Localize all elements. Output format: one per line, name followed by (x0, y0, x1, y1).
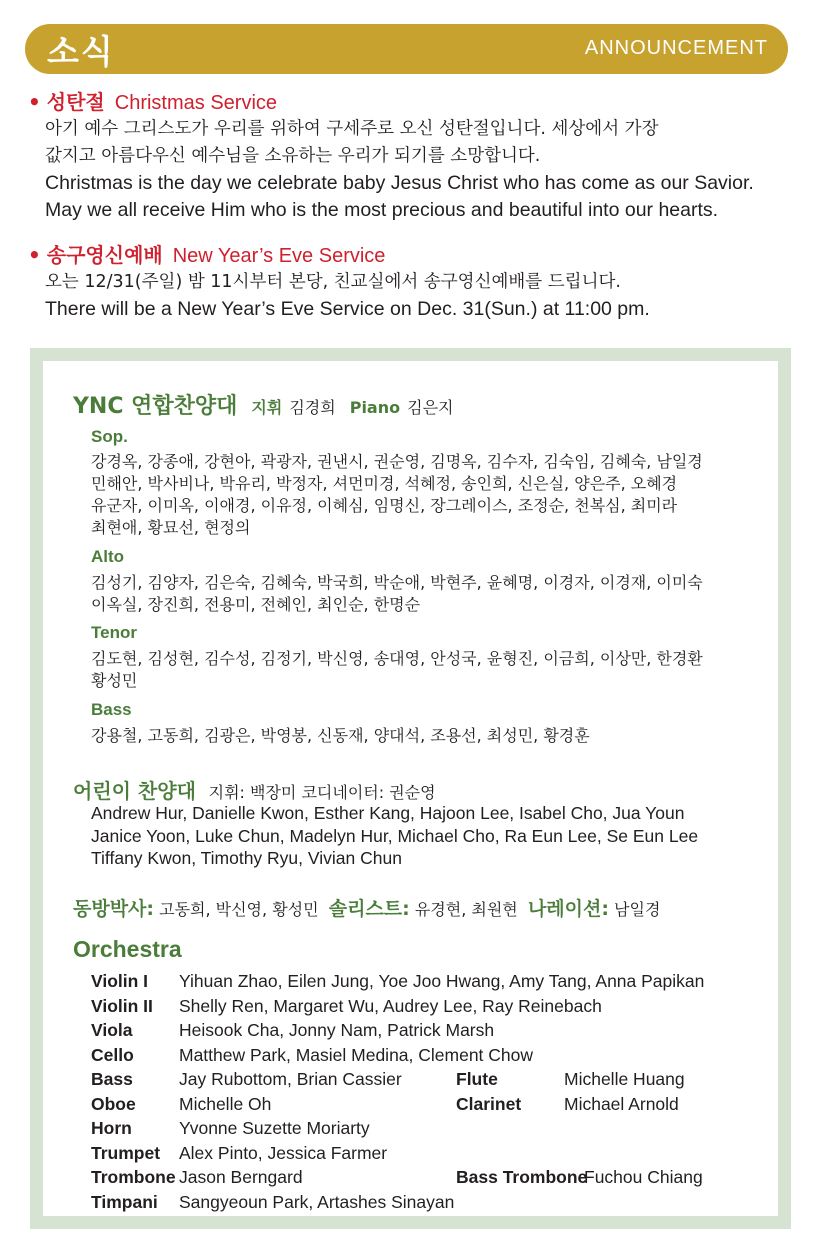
children-choir-names (91, 802, 698, 870)
instrument-label: Horn (91, 1118, 132, 1138)
instrument-players: Michael Arnold (564, 1093, 679, 1114)
instrument-label: Oboe (91, 1093, 136, 1114)
conductor-name: 김경희 (289, 398, 336, 417)
announcement-title-ko: 성탄절 (46, 90, 105, 114)
names-line: 강용철, 고동희, 김광은, 박영봉, 신동재, 양대석, 조용선, 최성민, 황경훈 (91, 726, 590, 745)
names-line: 김도현, 김성현, 김수성, 김정기, 박신영, 송대영, 안성국, 윤형진, 이금희, 이상만, 한경환 (91, 649, 703, 668)
header-title: 소식 (47, 32, 115, 71)
body-line: Christmas is the day we celebrate baby Jesus Christ who has come as our Savior. (45, 172, 754, 194)
announcement-body (45, 269, 798, 323)
narration-name: 남일경 (614, 900, 661, 919)
instrument-label: Bass (91, 1069, 133, 1089)
announcement-title-en: New Year’s Eve Service (172, 245, 386, 267)
children-choir-heading (73, 775, 436, 804)
instrument-players: Fuchou Chiang (584, 1167, 703, 1187)
announcement-title-en: Christmas Service (114, 92, 278, 114)
names-line: 김성기, 김양자, 김은숙, 김혜숙, 박국희, 박순애, 박현주, 윤혜명, 이경자, 이경재, 이미숙 (91, 573, 703, 592)
program-box (30, 348, 791, 1229)
instrument-players: Heisook Cha, Jonny Nam, Patrick Marsh (179, 1020, 495, 1040)
instrument-players: Jay Rubottom, Brian Cassier (179, 1069, 402, 1089)
instrument-players: Yvonne Suzette Moriarty (179, 1118, 370, 1138)
instrument-label: Timpani (91, 1191, 158, 1212)
names-line: 이옥실, 장진희, 전용미, 전혜인, 최인순, 한명순 (91, 595, 421, 614)
names-line: 최현애, 황묘선, 현정의 (91, 518, 251, 537)
instrument-players: Shelly Ren, Margaret Wu, Audrey Lee, Ray Reinebach (179, 995, 602, 1016)
body-line: 아기 예수 그리스도가 우리를 위하여 구세주로 오신 성탄절입니다. 세상에서 가장 (45, 119, 659, 139)
body-line: 값지고 아름다우신 예수님을 소유하는 우리가 되기를 소망합니다. (45, 146, 541, 166)
names-line: 민해안, 박사비나, 박유리, 박정자, 셔먼미경, 석혜정, 송인희, 신은실, 양은주, 오혜경 (91, 474, 678, 493)
announcement-body (45, 116, 798, 224)
body-line: 오는 12/31(주일) 밤 11시부터 본당, 친교실에서 송구영신예배를 드립니다. (45, 272, 621, 292)
header-subtitle: ANNOUNCEMENT (584, 37, 768, 59)
names-line: 황성민 (91, 671, 138, 690)
instrument-label: Violin I (91, 971, 149, 991)
magi-names: 고동희, 박신영, 황성민 (159, 900, 319, 919)
part-label-soprano: Sop. (91, 427, 128, 446)
bullet-icon: • (28, 90, 41, 114)
part-label-bass: Bass (91, 700, 132, 719)
choir-title: YNC 연합찬양대 (73, 394, 238, 419)
body-line: May we all receive Him who is the most precious and beautiful into our hearts. (45, 199, 719, 221)
pianist-name: 김은지 (407, 398, 454, 417)
narration-label: 나레이션: (527, 898, 609, 920)
part-names-tenor (91, 648, 771, 692)
instrument-label: Flute (456, 1069, 498, 1089)
part-names-bass (91, 725, 771, 747)
conductor-label: 지휘 (251, 398, 283, 417)
roles-line (73, 894, 660, 921)
magi-label: 동방박사: (73, 898, 155, 920)
instrument-label: Cello (91, 1044, 134, 1065)
instrument-label: Viola (91, 1020, 133, 1040)
orchestra-title: Orchestra (73, 936, 182, 962)
names-line: 유군자, 이미옥, 이애경, 이유정, 이혜심, 임명신, 장그레이스, 조정순, 천복심, 최미라 (91, 496, 678, 515)
names-line: Janice Yoon, Luke Chun, Madelyn Hur, Michael Cho, Ra Eun Lee, Se Eun Lee (91, 825, 699, 846)
announcement-new-years-eve (28, 242, 798, 323)
part-names-alto (91, 572, 771, 616)
instrument-players: Michelle Huang (564, 1069, 685, 1089)
part-label-tenor: Tenor (91, 623, 137, 642)
names-line: Tiffany Kwon, Timothy Ryu, Vivian Chun (91, 848, 402, 868)
instrument-players: Sangyeoun Park, Artashes Sinayan (179, 1191, 455, 1212)
instrument-players: Michelle Oh (179, 1093, 272, 1114)
announcement-title (28, 89, 798, 116)
piano-label: Piano (349, 398, 401, 417)
part-names-soprano (91, 451, 771, 539)
soloists-names: 유경현, 최원현 (414, 900, 518, 919)
choir-heading (73, 389, 453, 420)
bullet-icon: • (28, 243, 41, 267)
announcement-title-ko: 송구영신예배 (46, 243, 163, 267)
instrument-label: Trumpet (91, 1142, 161, 1163)
instrument-players: Matthew Park, Masiel Medina, Clement Chow (179, 1044, 534, 1065)
instrument-players: Jason Berngard (179, 1167, 303, 1187)
instrument-players: Yihuan Zhao, Eilen Jung, Yoe Joo Hwang, Amy Tang, Anna Papikan (179, 971, 705, 991)
instrument-label: Bass Trombone (456, 1167, 588, 1187)
names-line: Andrew Hur, Danielle Kwon, Esther Kang, Hajoon Lee, Isabel Cho, Jua Youn (91, 803, 685, 823)
announcement-title (28, 242, 798, 269)
body-line: There will be a New Year’s Eve Service on Dec. 31(Sun.) at 11:00 pm. (45, 298, 650, 320)
children-choir-details: 지휘: 백장미 코디네이터: 권순영 (208, 783, 436, 802)
instrument-label: Trombone (91, 1167, 176, 1187)
instrument-players: Alex Pinto, Jessica Farmer (179, 1142, 388, 1163)
announcement-header (25, 24, 788, 74)
announcement-christmas (28, 89, 798, 224)
part-label-alto: Alto (91, 547, 125, 566)
children-choir-title: 어린이 찬양대 (73, 779, 196, 803)
instrument-label: Clarinet (456, 1093, 522, 1114)
soloists-label: 솔리스트: (328, 898, 410, 920)
instrument-label: Violin II (91, 995, 153, 1016)
names-line: 강경옥, 강종애, 강현아, 곽광자, 권낸시, 권순영, 김명옥, 김수자, 김숙임, 김혜숙, 남일경 (91, 452, 703, 471)
